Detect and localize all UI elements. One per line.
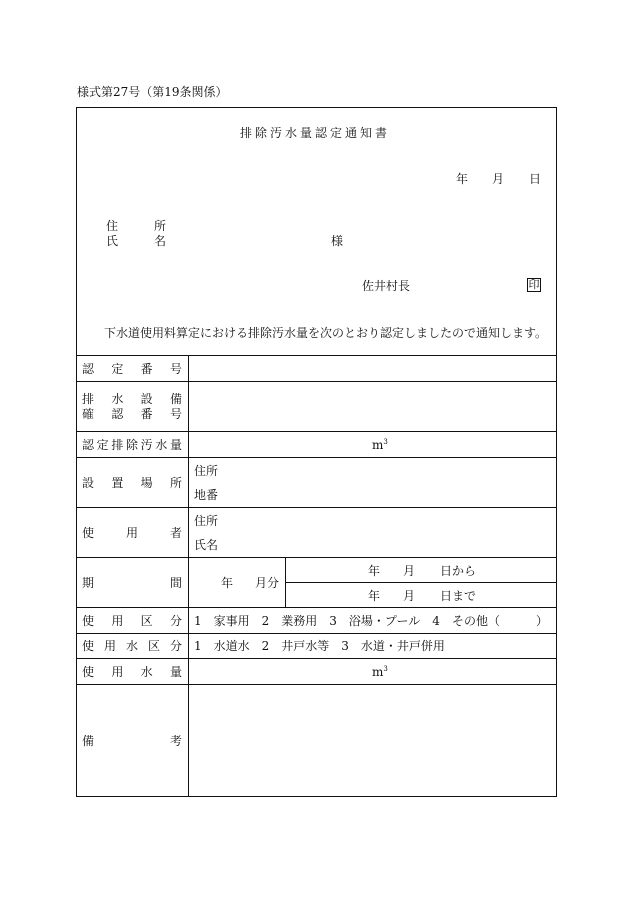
volume-unit: $m^3$ [372,438,388,452]
label-location: 設 置 場 所 [82,476,182,490]
doc-title: 排除汚水量認定通知書 [239,126,390,140]
user-name: 氏名 [194,538,219,552]
label-facility-line2: 確 認 番 号 [82,407,182,421]
label-facility-line1: 排 水 設 備 [82,392,182,406]
recipient-name-label: 氏 名 [106,234,179,248]
period-to-day: 日まで [440,589,477,603]
label-period: 期 間 [82,576,182,590]
label-water-class: 使 用 水 区 分 [82,639,182,653]
location-address: 住所 [194,464,219,478]
honorific: 様 [331,234,344,248]
label-usage-class: 使 用 区 分 [82,614,182,628]
period-from-day: 日から [440,564,477,578]
period-to-year: 年 [368,589,381,603]
label-remarks: 備 考 [82,734,182,748]
label-water-volume: 使 用 水 量 [82,665,182,679]
date-year-label: 年 [456,172,469,186]
period-duration-year: 年 [221,576,234,590]
label-cert-number: 認 定 番 号 [82,362,182,376]
seal-mark: 印 [528,278,540,291]
water-volume-unit: $m^3$ [372,665,388,679]
date-month-label: 月 [492,172,505,186]
recipient-address-label: 住 所 [106,219,179,233]
usage-options: 1 家事用 2 業務用 3 浴場・プール 4 その他（ ） [194,614,548,628]
label-volume: 認 定 排 除 汚 水 量 [82,438,182,452]
period-from-month: 月 [403,564,416,578]
period-duration-month: 月分 [255,576,280,590]
label-user: 使 用 者 [82,526,182,540]
water-options: 1 水道水 2 井戸水等 3 水道・井戸併用 [194,639,445,653]
issuer-title: 佐井村長 [362,279,411,293]
form-number: 様式第27号（第19条関係） [77,85,228,99]
date-day-label: 日 [529,172,542,186]
form-frame [76,107,557,797]
user-address: 住所 [194,514,219,528]
location-lot: 地番 [194,488,219,502]
period-to-month: 月 [403,589,416,603]
period-from-year: 年 [368,564,381,578]
intro-text: 下水道使用料算定における排除汚水量を次のとおり認定しましたので通知します。 [104,326,548,340]
